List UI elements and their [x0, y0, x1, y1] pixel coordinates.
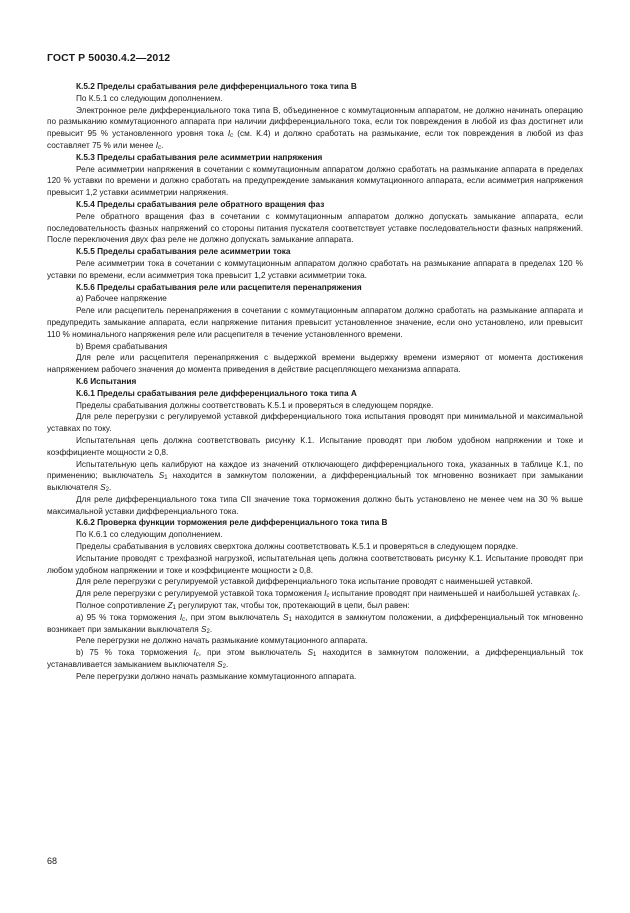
list-item: а) 95 % тока торможения $I_c$, при этом выключатель $S_1$ находится в замкнутом положении, а дифференциальный ток мгновенно возникает при замыкании выключателя $S_2$.	[47, 612, 583, 635]
section-k61-title: К.6.1 Пределы срабатывания реле дифференциального тока типа А	[76, 388, 357, 398]
paragraph: Для реле перегрузки с регулируемой уставкой дифференциального тока испытания проводят при минимальной и максимальной уставках по току.	[47, 412, 583, 434]
paragraph: Для реле дифференциального тока типа CII значение тока торможения должно быть установлено не менее чем на 30 % выше максимальной уставки дифференциального тока.	[47, 494, 583, 516]
paragraph: Реле перегрузки не должно начать размыкание коммутационного аппарата.	[76, 636, 368, 646]
paragraph: Для реле перегрузки с регулируемой уставкой тока торможения $I_c$ испытание проводят при наименьшей и наибольшей уставках $I_c$.	[76, 589, 581, 600]
paragraph: Реле асимметрии тока в сочетании с коммутационным аппаратом должно сработать на размыкание аппарата в пределах 120 % уставки по времени, если асимметрия тока превысит 1,2 уставки асимметрии тока.	[47, 258, 583, 280]
paragraph: Реле асимметрии напряжения в сочетании с коммутационным аппаратом должно сработать на размыкание аппарата в пределах 120 % уставки по времени и должно сработать на предупреждение замыкания коммутационного аппарата, если асимметрия напряжения превысит 1,2 уставки асимметрии напряжения.	[47, 164, 583, 198]
paragraph: Для реле или расцепителя перенапряжения с выдержкой времени выдержку времени измеряют от момента достижения напряжением рабочего значения до момента приведения в действие расцепляющего механизма аппарата.	[47, 353, 583, 375]
list-item: b) Время срабатывания	[76, 341, 168, 351]
paragraph: Испытательную цепь калибруют на каждое из значений отключающего дифференциального тока, указанных в таблице К.1, по применению; выключатель $S_1$ находится в замкнутом положении, а дифференциальный ток мгновенно возникает при замыкании выключателя $S_2$.	[47, 459, 583, 494]
paragraph: Испытательная цепь должна соответствовать рисунку К.1. Испытание проводят при любом удобном напряжении и токе и коэффициенте мощности ≥ 0,8.	[47, 435, 583, 457]
section-k55-title: К.5.5 Пределы срабатывания реле асимметрии тока	[76, 247, 291, 257]
paragraph: Испытание проводят с трехфазной нагрузкой, испытательная цепь должна соответствовать рисунку К.1. Испытание проводят при любом удобном напряжении и токе и коэффициенте мощности ≥ 0,8.	[47, 553, 583, 575]
section-k56-title: К.5.6 Пределы срабатывания реле или расцепителя перенапряжения	[76, 282, 362, 292]
section-k54-title: К.5.4 Пределы срабатывания реле обратного вращения фаз	[76, 199, 325, 209]
paragraph: Для реле перегрузки с регулируемой уставкой дифференциального тока испытание проводят с наименьшей уставкой.	[76, 577, 533, 587]
paragraph: Электронное реле дифференциального тока типа В, объединенное с коммутационным аппаратом, не должно начинать операцию по размыканию коммутационного аппарата при наличии дифференциального тока, если ток повреждения в любой из фаз достигнет или превысит 95 % установленного уровня тока $I_c$ (см. К.4) и должно сработать на размыкание, если ток повреждения в любой из фаз составляет 75 % или менее $I_c$.	[47, 105, 583, 151]
section-k53-title: К.5.3 Пределы срабатывания реле асимметрии напряжения	[76, 152, 323, 162]
page-content	[47, 81, 583, 683]
page-number: 68	[47, 856, 58, 866]
paragraph: Реле перегрузки должно начать размыкание коммутационного аппарата.	[76, 671, 357, 681]
section-k52-title: К.5.2 Пределы срабатывания реле дифференциального тока типа В	[76, 82, 357, 91]
list-item: а) Рабочее напряжение	[76, 294, 167, 304]
paragraph: Пределы срабатывания должны соответствовать К.5.1 и проверяться в следующем порядке.	[76, 400, 434, 410]
paragraph: По К.6.1 со следующим дополнением.	[76, 530, 223, 540]
section-k62-title: К.6.2 Проверка функции торможения реле дифференциального тока типа В	[76, 518, 388, 528]
paragraph: Реле или расцепитель перенапряжения в сочетании с коммутационным аппаратом должно сработать на размыкание аппарата и предупредить замыкание аппарата, если напряжение питания превысит установленное значение, если оно установлено, или превысит 110 % номинального напряжения реле или расцепителя в течение установленного времени.	[47, 306, 583, 339]
paragraph: Реле обратного вращения фаз в сочетании с коммутационным аппаратом должно допускать замыкание аппарата, если последовательность фазных напряжений со стороны питания пускателя соответствует уставке последовательности фазных напряжений. После переключения двух фаз реле не должно допускать замыкание аппарата.	[47, 211, 583, 245]
paragraph: По К.5.1 со следующим дополнением.	[76, 93, 223, 103]
paragraph: Пределы срабатывания в условиях сверхтока должны соответствовать К.5.1 и проверяться в следующем порядке.	[76, 542, 518, 552]
list-item: b) 75 % тока торможения $I_c$, при этом выключатель $S_1$ находится в замкнутом положении, а дифференциальный ток устанавливается замыканием выключателя $S_2$.	[47, 648, 583, 671]
document-header: ГОСТ Р 50030.4.2—2012	[47, 52, 171, 64]
paragraph: Полное сопротивление $Z_1$ регулируют так, чтобы ток, протекающий в цепи, был равен:	[76, 601, 410, 612]
section-k6-title: К.6 Испытания	[76, 376, 137, 386]
